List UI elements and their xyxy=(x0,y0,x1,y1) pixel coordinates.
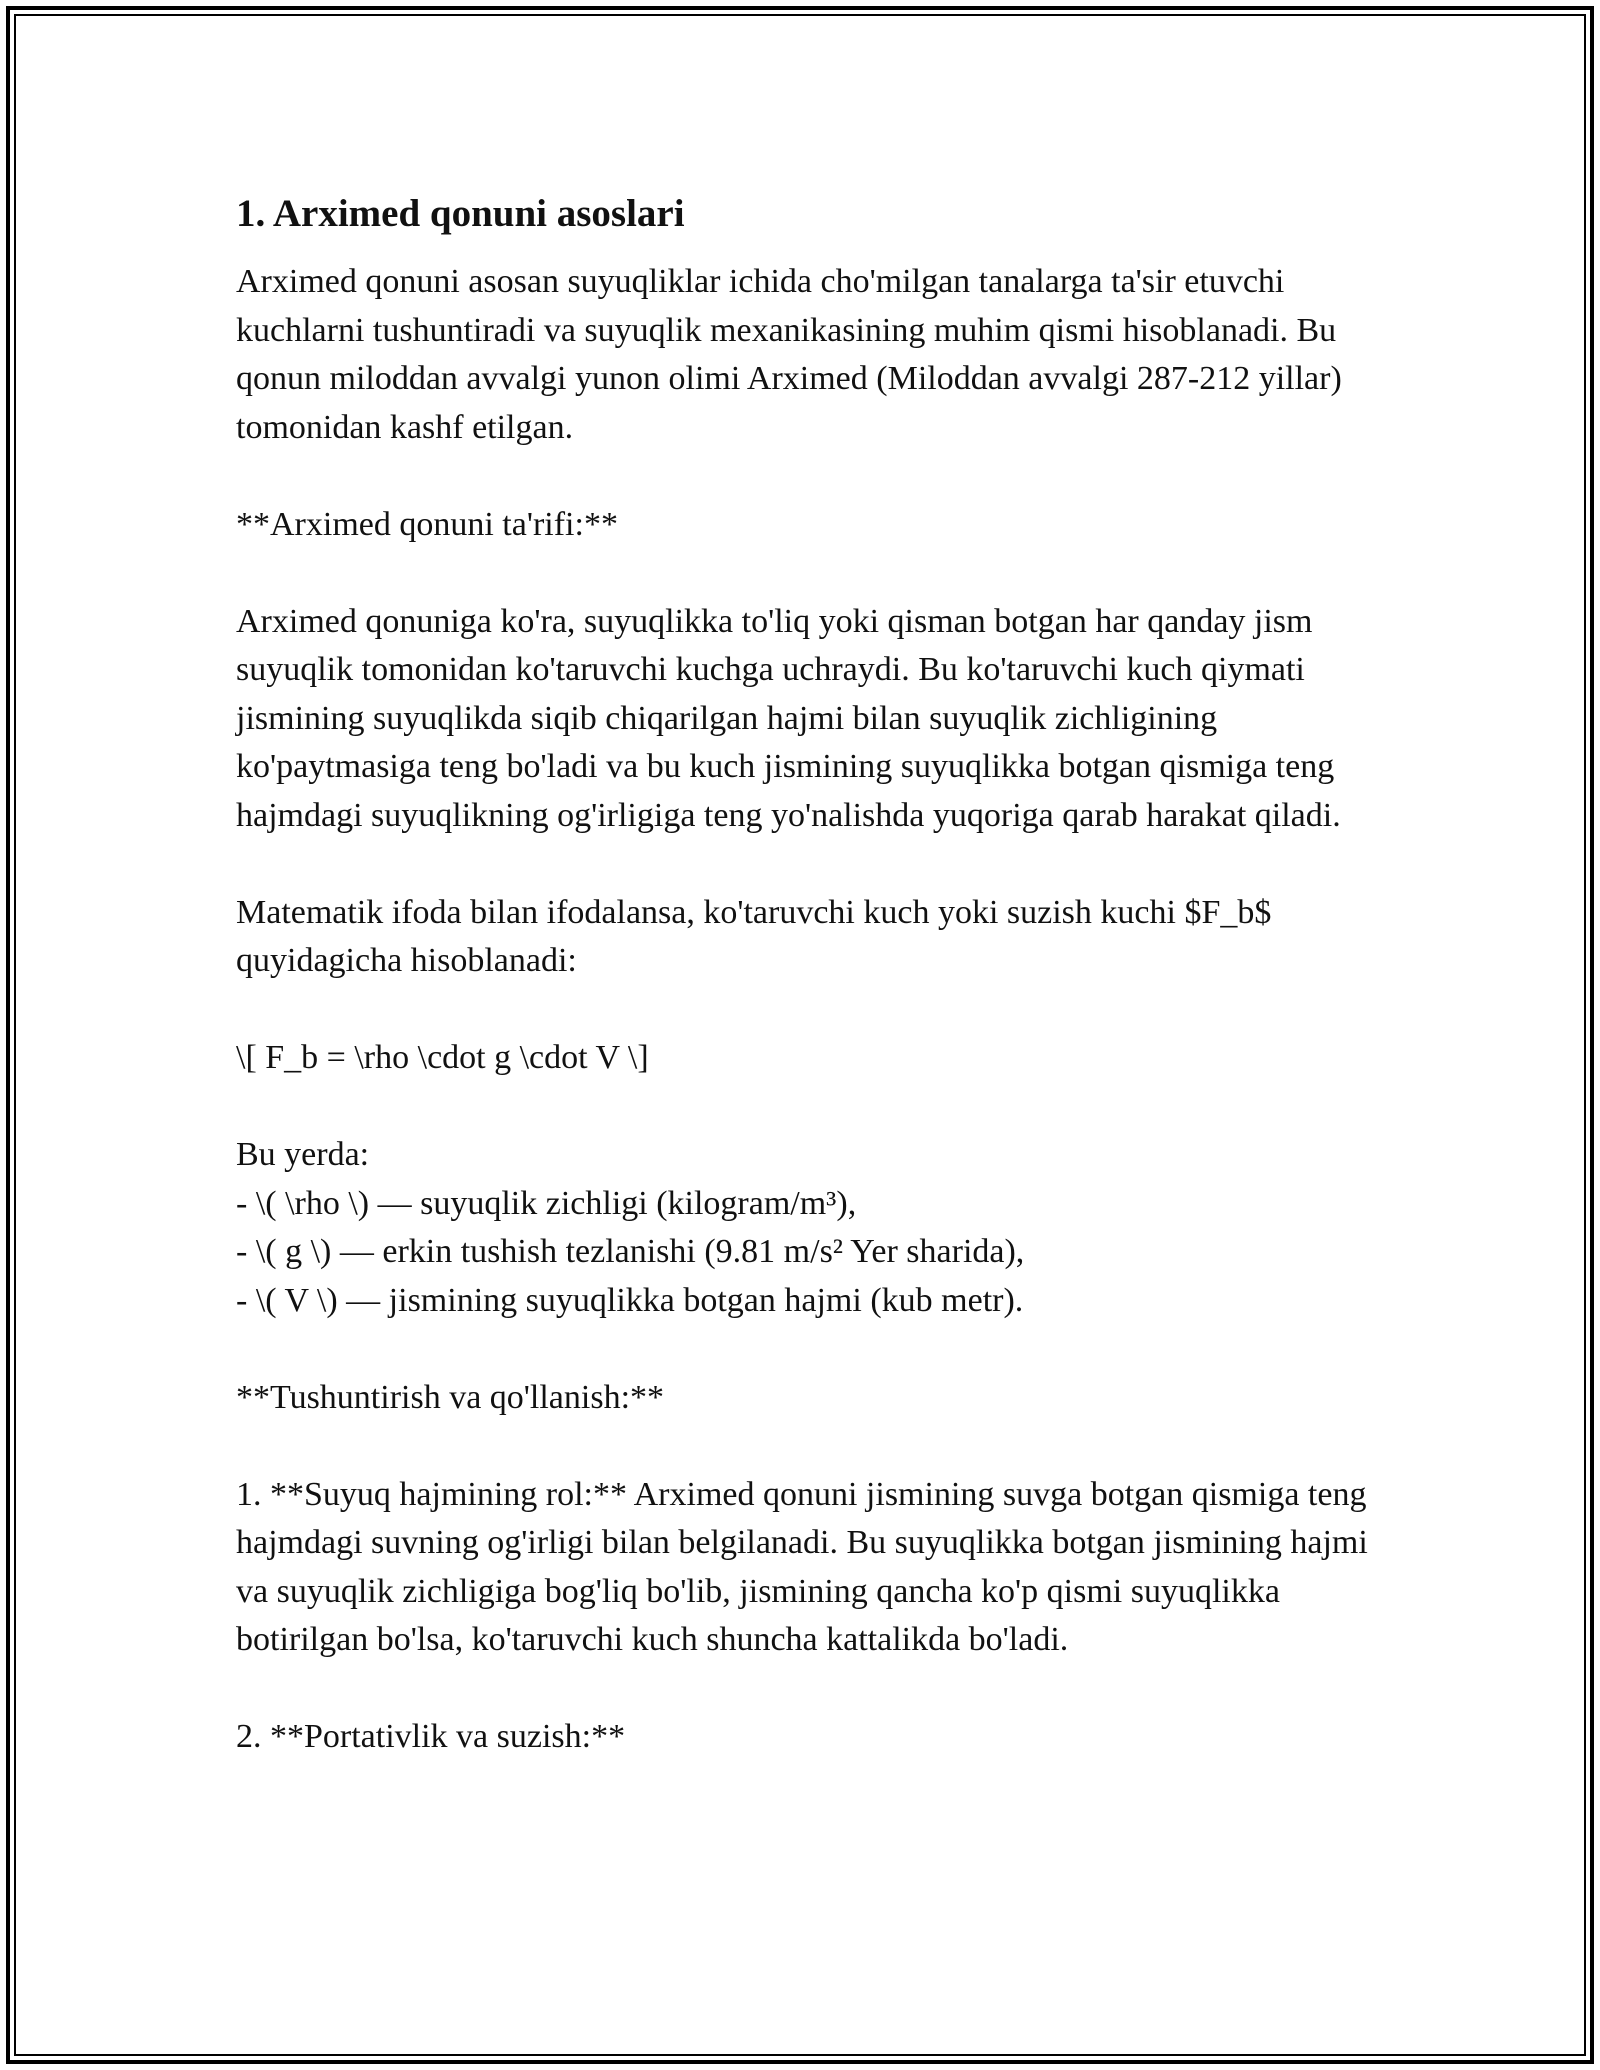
intro-paragraph: Arximed qonuni asosan suyuqliklar ichida cho'milgan tanalarga ta'sir etuvchi kuchlarni tushuntiradi va suyuqlik mexanikasining muhim qismi hisoblanadi. Bu qonun miloddan avvalgi yunon olimi Arximed (Miloddan avvalgi 287-212 yillar) tomonidan kashf etilgan. xyxy=(236,263,1342,446)
math-intro-paragraph: Matematik ifoda bilan ifodalansa, ko'taruvchi kuch yoki suzish kuchi $F_b$ quyidagicha hisoblanadi: xyxy=(236,893,1272,979)
where-item-v: - \( V \) — jismining suyuqlikka botgan hajmi (kub metr). xyxy=(236,1281,1024,1319)
point-2-paragraph: 2. **Portativlik va suzish:** xyxy=(236,1718,626,1755)
where-item-g: - \( g \) — erkin tushish tezlanishi (9.81 m/s² Yer sharida), xyxy=(236,1233,1025,1270)
definition-paragraph: Arximed qonuniga ko'ra, suyuqlikka to'liq yoki qisman botgan har qanday jism suyuqlik tomonidan ko'taruvchi kuchga uchraydi. Bu ko'taruvchi kuch qiymati jismining suyuqlikda siqib chiqarilgan hajmi bilan suyuqlik zichligining ko'paytmasiga teng bo'ladi va bu kuch jismining suyuqlikka botgan qismiga teng hajmdagi suyuqlikning og'irligiga teng yo'nalishda yuqoriga qarab harakat qiladi. xyxy=(236,602,1341,834)
definition-label: **Arximed qonuni ta'rifi:** xyxy=(236,505,618,543)
section-heading: 1. Arximed qonuni asoslari xyxy=(236,192,685,235)
formula: \[ F_b = \rho \cdot g \cdot V \] xyxy=(236,1039,649,1076)
point-1-paragraph: 1. **Suyuq hajmining rol:** Arximed qonuni jismining suvga botgan qismiga teng hajmdagi suvning og'irligi bilan belgilanadi. Bu suyuqlikka botgan jismining hajmi va suyuqlik zichligiga bog'liq bo'lib, jismining qancha ko'p qismi suyuqlikka botirilgan bo'lsa, ko'taruvchi kuch shuncha kattalikda bo'ladi. xyxy=(236,1475,1368,1658)
document-body xyxy=(236,186,1376,1810)
explanation-label: **Tushuntirish va qo'llanish:** xyxy=(236,1378,665,1416)
where-label: Bu yerda: xyxy=(236,1136,370,1173)
where-list xyxy=(236,1131,1376,1325)
where-item-rho: - \( \rho \) — suyuqlik zichligi (kilogram/m³), xyxy=(236,1184,857,1222)
